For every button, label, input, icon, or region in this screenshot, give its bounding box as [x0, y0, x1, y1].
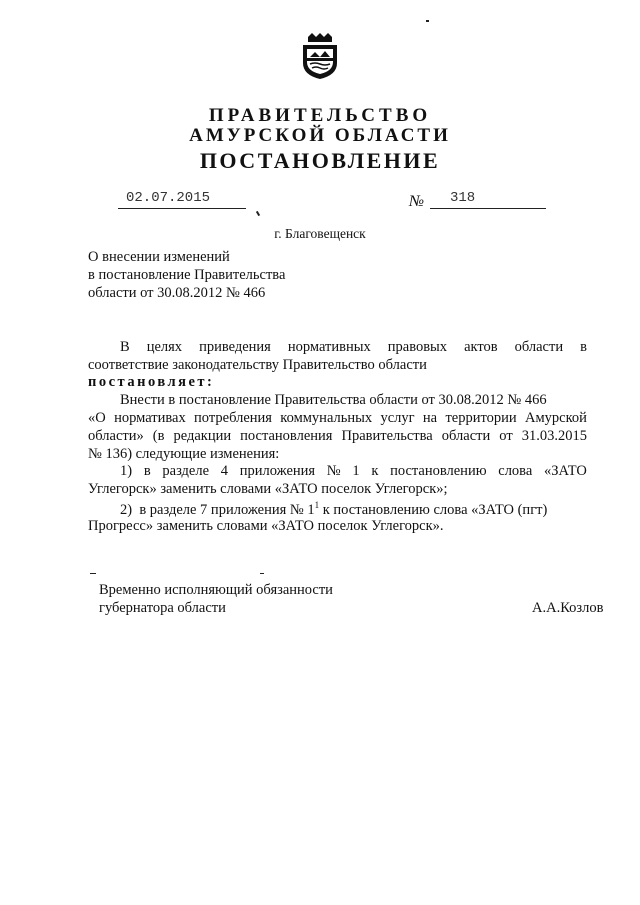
word: В	[120, 339, 130, 355]
scan-speck	[90, 573, 96, 574]
word: потребления	[194, 410, 272, 426]
word: области	[514, 339, 564, 355]
word: «О	[88, 410, 106, 426]
word: Амурской	[525, 410, 587, 426]
resolves-keyword: постановляет:	[88, 374, 215, 390]
word: разделе	[162, 463, 210, 479]
word: №	[326, 463, 341, 479]
word: области	[441, 428, 491, 444]
region-title: АМУРСКОЙ ОБЛАСТИ	[189, 125, 451, 146]
government-title: ПРАВИТЕЛЬСТВО	[208, 105, 432, 126]
item-2-superscript: 1	[314, 500, 320, 510]
word: редакции	[173, 428, 232, 444]
body-line: Внести в постановление Правительства области от 30.08.2012 № 466	[120, 392, 547, 408]
word: 1	[352, 463, 360, 479]
scan-speck	[260, 573, 264, 574]
word: Правительства	[341, 428, 433, 444]
subject-line: О внесении изменений	[88, 249, 230, 265]
subject-line: области от 30.08.2012 № 466	[88, 285, 266, 301]
body-line: № 136) следующие изменения:	[88, 446, 280, 462]
word: постановлению	[390, 463, 487, 479]
coat-of-arms-icon	[300, 33, 340, 79]
item-2-line	[120, 500, 587, 519]
item-1-line-justified	[120, 463, 587, 480]
item-2-text: 2) в разделе 7 приложения № 1	[120, 502, 315, 518]
subject-line: в постановление Правительства	[88, 267, 286, 283]
word: в	[580, 339, 587, 355]
word: к	[371, 463, 379, 479]
word: правовых	[387, 339, 448, 355]
signatory-role: Временно исполняющий обязанности	[99, 582, 333, 598]
word: коммунальных	[280, 410, 373, 426]
document-date: 02.07.2015	[118, 190, 246, 209]
word: в	[143, 463, 151, 479]
word: нормативах	[114, 410, 186, 426]
word: (в	[152, 428, 165, 444]
body-line-justified	[88, 428, 587, 445]
body-line-justified	[88, 410, 587, 427]
document-number: 318	[430, 190, 546, 209]
word: постановления	[240, 428, 333, 444]
document-type-title: ПОСТАНОВЛЕНИЕ	[199, 148, 441, 173]
preamble-line: соответствие законодательству Правительство области	[88, 357, 427, 373]
scan-speck	[426, 20, 429, 22]
preamble-line-justified	[120, 339, 587, 356]
word: «ЗАТО	[544, 463, 587, 479]
signatory-role: губернатора области	[99, 600, 226, 616]
item-2-text: к постановлению слова «ЗАТО (пгт)	[319, 502, 548, 518]
word: услуг	[380, 410, 415, 426]
word: 31.03.2015	[521, 428, 587, 444]
city-label: г. Благовещенск	[274, 226, 366, 241]
word: 1)	[120, 463, 133, 479]
word: 4	[220, 463, 228, 479]
word: области»	[88, 428, 144, 444]
item-2-line: Прогресс» заменить словами «ЗАТО поселок Углегорск».	[88, 518, 444, 534]
item-1-line: Углегорск» заменить словами «ЗАТО поселок Углегорск»;	[88, 481, 448, 497]
word: целях	[146, 339, 183, 355]
word: нормативных	[287, 339, 371, 355]
word: приведения	[199, 339, 271, 355]
word: приложения	[239, 463, 316, 479]
scan-speck	[256, 211, 260, 216]
word: от	[499, 428, 513, 444]
word: актов	[464, 339, 498, 355]
signatory-name: А.А.Козлов	[532, 600, 604, 616]
word: слова	[498, 463, 533, 479]
word: территории	[445, 410, 517, 426]
word: на	[422, 410, 438, 426]
number-sign: №	[409, 193, 425, 210]
